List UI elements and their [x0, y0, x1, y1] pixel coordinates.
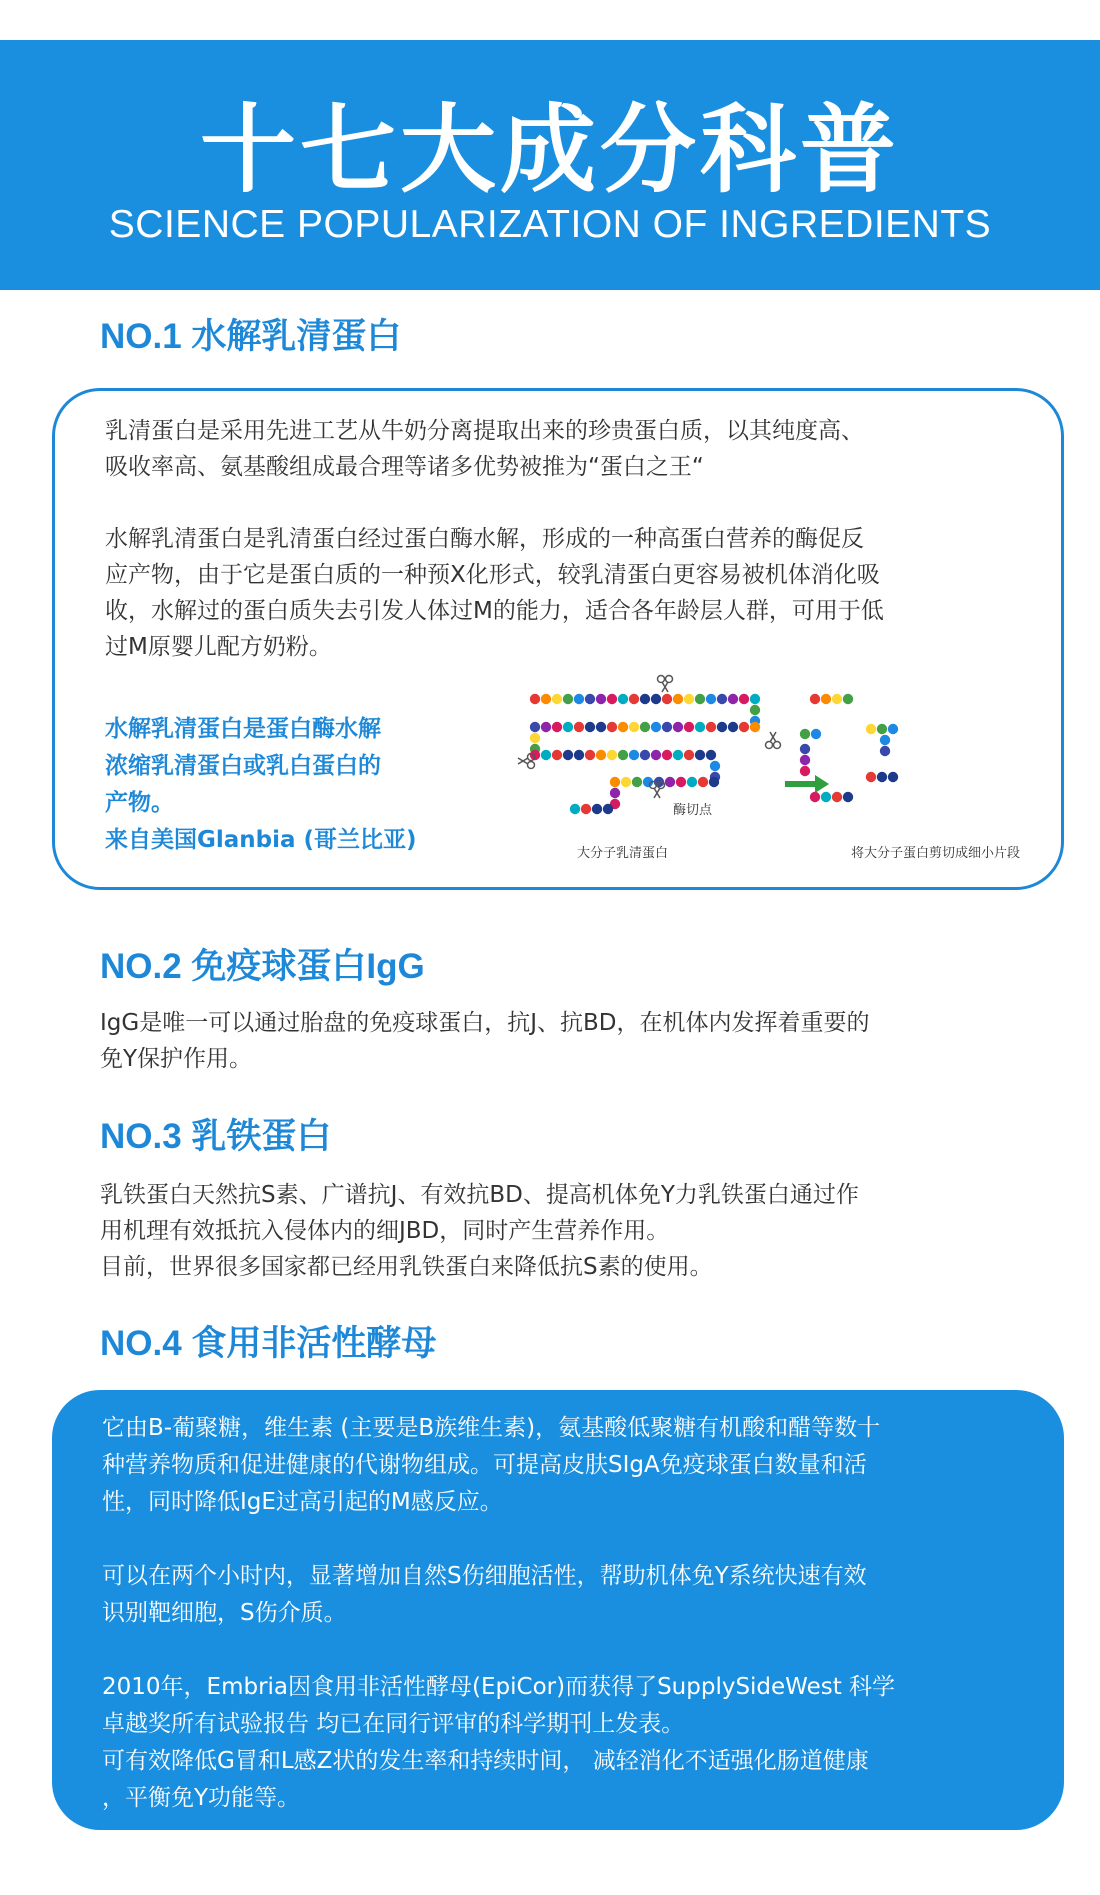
amino-acid-bead — [651, 694, 661, 704]
amino-acid-bead — [552, 750, 562, 760]
amino-acid-bead — [695, 750, 705, 760]
amino-acid-bead — [687, 777, 697, 787]
amino-acid-bead — [592, 804, 602, 814]
amino-acid-bead — [706, 722, 716, 732]
section1-card — [52, 388, 1064, 890]
section1-paragraph-1: 乳清蛋白是采用先进工艺从牛奶分离提取出来的珍贵蛋白质，以其纯度高、 吸收率高、氨基酸组成最合理等诸多优势被推为“蛋白之王“ — [105, 418, 864, 480]
amino-acid-bead — [811, 729, 821, 739]
amino-acid-bead — [629, 722, 639, 732]
page-title: 十七大成分科普 — [200, 94, 900, 206]
amino-acid-bead — [665, 777, 675, 787]
amino-acid-bead — [570, 804, 580, 814]
amino-acid-bead — [530, 694, 540, 704]
amino-acid-bead — [651, 722, 661, 732]
section4-card — [52, 1390, 1064, 1830]
amino-acid-bead — [843, 694, 853, 704]
amino-acid-bead — [676, 777, 686, 787]
amino-acid-bead — [706, 694, 716, 704]
amino-acid-bead — [821, 694, 831, 704]
cut-point-label: 酶切点 — [673, 803, 713, 818]
amino-acid-bead — [552, 694, 562, 704]
amino-acid-bead — [563, 722, 573, 732]
amino-acid-bead — [832, 694, 842, 704]
section3-text: 乳铁蛋白天然抗S素、广谱抗J、有效抗BD、提高机体免Y力乳铁蛋白通过作 用机理有效抵抗入侵体内的细JBD，同时产生营养作用。 目前，世界很多国家都已经用乳铁蛋白来降低抗S素的使用。 — [100, 1182, 859, 1280]
amino-acid-bead — [618, 722, 628, 732]
amino-acid-bead — [810, 694, 820, 704]
amino-acid-bead — [610, 788, 620, 798]
amino-acid-bead — [880, 746, 890, 756]
amino-acid-bead — [581, 804, 591, 814]
amino-acid-bead — [695, 722, 705, 732]
amino-acid-bead — [621, 777, 631, 787]
long-protein-chain — [530, 694, 760, 814]
amino-acid-bead — [684, 694, 694, 704]
amino-acid-bead — [750, 722, 760, 732]
amino-acid-bead — [877, 724, 887, 734]
amino-acid-bead — [585, 694, 595, 704]
amino-acid-bead — [607, 694, 617, 704]
amino-acid-bead — [662, 750, 672, 760]
highlight-line: 水解乳清蛋白是蛋白酶水解 — [105, 716, 381, 742]
amino-acid-bead — [800, 766, 810, 776]
amino-acid-bead — [695, 694, 705, 704]
highlight-line: 产物。 — [105, 790, 174, 816]
amino-acid-bead — [710, 761, 720, 771]
amino-acid-bead — [880, 735, 890, 745]
amino-acid-bead — [541, 694, 551, 704]
amino-acid-bead — [563, 694, 573, 704]
amino-acid-bead — [684, 750, 694, 760]
amino-acid-bead — [585, 722, 595, 732]
amino-acid-bead — [800, 744, 810, 754]
amino-acid-bead — [563, 750, 573, 760]
amino-acid-bead — [673, 722, 683, 732]
highlight-line: 来自美国Glanbia (哥兰比亚) — [105, 827, 417, 853]
section4-paragraph-2: 可以在两个小时内，显著增加自然S伤细胞活性，帮助机体免Y系统快速有效 识别靶细胞，S伤介质。 — [102, 1563, 867, 1626]
amino-acid-bead — [843, 792, 853, 802]
amino-acid-bead — [596, 694, 606, 704]
amino-acid-bead — [629, 750, 639, 760]
amino-acid-bead — [640, 722, 650, 732]
amino-acid-bead — [739, 694, 749, 704]
amino-acid-bead — [603, 804, 613, 814]
amino-acid-bead — [596, 750, 606, 760]
section2-title: NO.2 免疫球蛋白IgG — [100, 947, 425, 986]
amino-acid-bead — [750, 694, 760, 704]
amino-acid-bead — [739, 722, 749, 732]
amino-acid-bead — [574, 694, 584, 704]
section4-paragraph-1: 它由B-葡聚糖，维生素 (主要是B族维生素)，氨基酸低聚糖有机酸和醋等数十 种营养物质和促进健康的代谢物组成。可提高皮肤SIgA免疫球蛋白数量和活 性，同时降低IgE过高引起的M感反应。 — [102, 1415, 881, 1515]
scissors-icon — [766, 732, 781, 749]
amino-acid-bead — [698, 777, 708, 787]
left-caption: 大分子乳清蛋白 — [577, 846, 669, 861]
amino-acid-bead — [618, 750, 628, 760]
amino-acid-bead — [574, 722, 584, 732]
amino-acid-bead — [888, 724, 898, 734]
amino-acid-bead — [888, 772, 898, 782]
amino-acid-bead — [541, 722, 551, 732]
amino-acid-bead — [877, 772, 887, 782]
amino-acid-bead — [607, 722, 617, 732]
amino-acid-bead — [640, 750, 650, 760]
amino-acid-bead — [832, 792, 842, 802]
amino-acid-bead — [728, 722, 738, 732]
amino-acid-bead — [629, 694, 639, 704]
amino-acid-bead — [618, 694, 628, 704]
amino-acid-bead — [610, 777, 620, 787]
section1-highlight — [105, 711, 485, 859]
section3-title: NO.3 乳铁蛋白 — [100, 1117, 332, 1156]
amino-acid-bead — [552, 722, 562, 732]
amino-acid-bead — [717, 694, 727, 704]
protein-hydrolysis-diagram — [515, 669, 1055, 869]
amino-acid-bead — [728, 694, 738, 704]
amino-acid-bead — [662, 722, 672, 732]
amino-acid-bead — [750, 705, 760, 715]
amino-acid-bead — [800, 729, 810, 739]
right-caption: 将大分子蛋白剪切成细小片段 — [851, 846, 1021, 861]
amino-acid-bead — [541, 750, 551, 760]
amino-acid-bead — [596, 722, 606, 732]
section4-title: NO.4 食用非活性酵母 — [100, 1324, 437, 1363]
highlight-line: 浓缩乳清蛋白或乳白蛋白的 — [105, 753, 381, 779]
amino-acid-bead — [821, 792, 831, 802]
amino-acid-bead — [673, 750, 683, 760]
section2-text: IgG是唯一可以通过胎盘的免疫球蛋白，抗J、抗BD，在机体内发挥着重要的 免Y保护作用。 — [100, 1010, 870, 1072]
arrow-right-icon — [785, 775, 829, 793]
amino-acid-bead — [706, 750, 716, 760]
amino-acid-bead — [530, 750, 540, 760]
amino-acid-bead — [866, 772, 876, 782]
amino-acid-bead — [800, 755, 810, 765]
amino-acid-bead — [574, 750, 584, 760]
section1-paragraph-2: 水解乳清蛋白是乳清蛋白经过蛋白酶水解，形成的一种高蛋白营养的酶促反 应产物，由于它是蛋白质的一种预X化形式，较乳清蛋白更容易被机体消化吸 收，水解过的蛋白质失去引发人体过M的能力，适合各年龄层人群，可用于低 过M原婴儿配方奶粉。 — [105, 526, 884, 660]
section1-title: NO.1 水解乳清蛋白 — [100, 317, 402, 356]
amino-acid-bead — [530, 722, 540, 732]
amino-acid-bead — [530, 733, 540, 743]
amino-acid-bead — [810, 792, 820, 802]
amino-acid-bead — [866, 724, 876, 734]
page-subtitle: SCIENCE POPULARIZATION OF INGREDIENTS — [108, 203, 992, 246]
amino-acid-bead — [607, 750, 617, 760]
amino-acid-bead — [717, 722, 727, 732]
amino-acid-bead — [684, 722, 694, 732]
amino-acid-bead — [640, 694, 650, 704]
amino-acid-bead — [651, 750, 661, 760]
amino-acid-bead — [662, 694, 672, 704]
amino-acid-bead — [585, 750, 595, 760]
amino-acid-bead — [709, 777, 719, 787]
section4-paragraph-3: 2010年，Embria因食用非活性酵母(EpiCor)而获得了SupplySideWest 科学 卓越奖所有试验报告 均已在同行评审的科学期刊上发表。 可有效降低G冒和L感Z状的发生率和持续时间， 减轻消化不适强化肠道健康 ，平衡免Y功能等。 — [102, 1674, 896, 1811]
amino-acid-bead — [632, 777, 642, 787]
amino-acid-bead — [673, 694, 683, 704]
header-banner — [0, 40, 1100, 290]
scissors-icon — [658, 676, 673, 693]
